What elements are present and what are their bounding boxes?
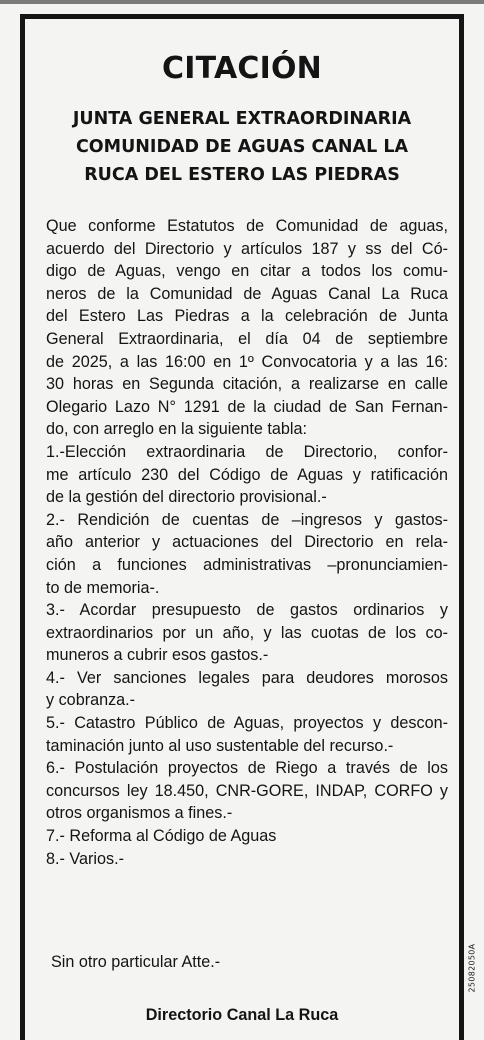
top-rule bbox=[0, 0, 484, 4]
body-line: y cobranza.- bbox=[46, 691, 136, 710]
body-line: digo de Aguas, vengo en citar a todos los comu- bbox=[46, 262, 448, 281]
body-line: otros organismos a fines.- bbox=[46, 804, 233, 823]
body-line: extraordinarios por un año, y las cuotas de los co- bbox=[46, 623, 448, 642]
body-line: concursos ley 18.450, CNR-GORE, INDAP, CORFO y bbox=[46, 781, 448, 800]
body-line: de la gestión del directorio provisional.- bbox=[46, 488, 327, 507]
body-line: General Extraordinaria, el día 04 de septiembre bbox=[46, 329, 448, 348]
agenda-item-5: 5.- Catastro Público de Aguas, proyectos y descon- bbox=[46, 714, 448, 733]
side-code bbox=[466, 913, 478, 1023]
side-code-text: 25082050A bbox=[467, 943, 477, 993]
notice-body bbox=[46, 215, 448, 870]
notice-title: CITACIÓN bbox=[162, 51, 322, 86]
closing-line: Sin otro particular Atte.- bbox=[51, 953, 221, 971]
agenda-item-2: 2.- Rendición de cuentas de –ingresos y gastos- bbox=[46, 510, 448, 529]
body-line: to de memoria-. bbox=[46, 578, 160, 597]
body-line: taminación junto al uso sustentable del recurso.- bbox=[46, 736, 394, 755]
body-line: acuerdo del Directorio y artículos 187 y ss del Có- bbox=[46, 239, 448, 258]
body-line: Que conforme Estatutos de Comunidad de aguas, bbox=[46, 217, 448, 235]
signature: Directorio Canal La Ruca bbox=[145, 1006, 339, 1024]
agenda-item-8: 8.- Varios.- bbox=[46, 849, 124, 868]
subtitle-line: JUNTA GENERAL EXTRAORDINARIA bbox=[72, 109, 412, 129]
body-line: año anterior y actuaciones del Directorio en rela- bbox=[46, 533, 448, 552]
agenda-item-1: 1.-Elección extraordinaria de Directorio, confor- bbox=[46, 442, 448, 461]
notice-frame bbox=[20, 14, 477, 1040]
body-line: muneros a cubrir esos gastos.- bbox=[46, 646, 269, 665]
subtitle-line: RUCA DEL ESTERO LAS PIEDRAS bbox=[84, 165, 400, 185]
agenda-item-4: 4.- Ver sanciones legales para deudores morosos bbox=[46, 668, 448, 687]
agenda-item-3: 3.- Acordar presupuesto de gastos ordinarios y bbox=[46, 601, 448, 620]
agenda-item-7: 7.- Reforma al Código de Aguas bbox=[46, 827, 277, 846]
subtitle-line: COMUNIDAD DE AGUAS CANAL LA bbox=[75, 137, 409, 157]
body-line: Olegario Lazo N° 1291 de la ciudad de San Fernan- bbox=[46, 397, 448, 416]
body-line: do, con arreglo en la siguiente tabla: bbox=[46, 420, 307, 439]
notice-subtitle bbox=[35, 105, 449, 189]
body-line: de 2025, a las 16:00 en 1º Convocatoria y a las 16: bbox=[46, 352, 448, 371]
agenda-item-6: 6.- Postulación proyectos de Riego a través de los bbox=[46, 759, 448, 778]
body-line: ción a funciones administrativas –pronunciamien- bbox=[46, 555, 448, 574]
body-line: del Estero Las Piedras a la celebración de Junta bbox=[46, 307, 448, 326]
body-line: neros de la Comunidad de Aguas Canal La Ruca bbox=[46, 284, 448, 303]
body-line: 30 horas en Segunda citación, a realizarse en calle bbox=[46, 375, 448, 394]
body-line: me artículo 230 del Código de Aguas y ratificación bbox=[46, 465, 448, 484]
